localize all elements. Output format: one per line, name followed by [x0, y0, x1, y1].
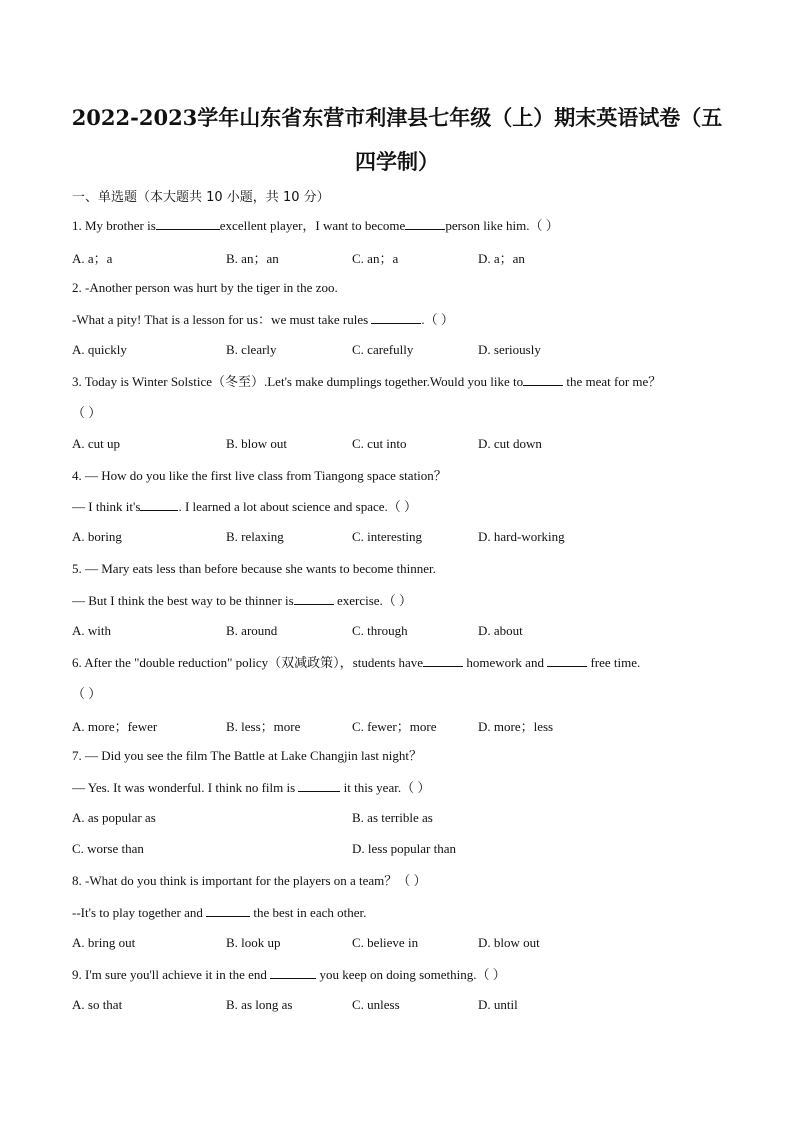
question-3-line	[72, 373, 752, 391]
option-d[interactable]: D. until	[478, 997, 518, 1012]
question-1-line	[72, 217, 752, 235]
option-a[interactable]: A. as popular as	[72, 810, 156, 825]
option-d[interactable]: D. a；an	[478, 251, 525, 266]
question-text: free time.	[587, 655, 641, 670]
question-text: person like him.（ ）	[445, 218, 559, 233]
option-a[interactable]: A. with	[72, 623, 111, 638]
option-b[interactable]: B. an；an	[226, 251, 279, 266]
answer-blank[interactable]	[206, 904, 250, 917]
answer-blank[interactable]	[405, 217, 445, 230]
question-text: 1. My brother is	[72, 218, 156, 233]
option-c[interactable]: C. interesting	[352, 529, 423, 544]
option-c[interactable]: C. through	[352, 623, 408, 638]
question-5-line	[72, 592, 752, 610]
question-4-line	[72, 467, 752, 485]
question-6-line	[72, 685, 752, 703]
option-c[interactable]: C. unless	[352, 997, 400, 1012]
options-row	[72, 342, 752, 360]
question-text: — I think it's	[72, 499, 141, 514]
options-row	[72, 623, 752, 641]
option-b[interactable]: B. look up	[226, 935, 281, 950]
title-line-2: 四学制）	[355, 149, 439, 174]
option-c[interactable]: C. an；a	[352, 251, 399, 266]
option-b[interactable]: B. as long as	[226, 997, 293, 1012]
question-8-line	[72, 904, 752, 922]
options-row	[72, 997, 752, 1015]
question-2-line	[72, 311, 752, 329]
question-7-line	[72, 747, 752, 765]
question-text: homework and	[463, 655, 548, 670]
question-text: the meat for me？	[563, 374, 662, 389]
question-text: .（ ）	[421, 312, 454, 327]
option-a[interactable]: A. more；fewer	[72, 719, 158, 734]
option-a[interactable]: A. so that	[72, 997, 123, 1012]
option-c[interactable]: C. worse than	[72, 841, 144, 856]
question-text: . I learned a lot about science and space.（ ）	[178, 499, 418, 514]
question-text: 6. After the "double reduction" policy（双减政策），students have	[72, 655, 424, 670]
option-d[interactable]: D. more；less	[478, 719, 554, 734]
option-b[interactable]: B. around	[226, 623, 278, 638]
question-text: 8. -What do you think is important for the players on a team？（ ）	[72, 873, 427, 888]
question-2-line	[72, 279, 752, 297]
options-row	[72, 810, 752, 828]
option-a[interactable]: A. quickly	[72, 342, 127, 357]
question-text: — But I think the best way to be thinner is	[72, 593, 294, 608]
question-text: 3. Today is Winter Solstice（冬至）.Let's make dumplings together.Would you like to	[72, 374, 524, 389]
answer-blank[interactable]	[547, 654, 587, 667]
question-text: 9. I'm sure you'll achieve it in the end	[72, 967, 271, 982]
option-a[interactable]: A. a；a	[72, 251, 113, 266]
option-d[interactable]: D. about	[478, 623, 523, 638]
option-d[interactable]: D. hard-working	[478, 529, 565, 544]
question-text: excellent player，I want to become	[219, 218, 406, 233]
question-9-line	[72, 966, 752, 984]
option-c[interactable]: C. believe in	[352, 935, 419, 950]
question-8-line	[72, 872, 752, 890]
question-text: 7. — Did you see the film The Battle at Lake Changjin last night？	[72, 748, 422, 763]
exam-title	[60, 96, 734, 184]
options-row	[72, 436, 752, 454]
option-c[interactable]: C. fewer；more	[352, 719, 437, 734]
answer-blank[interactable]	[270, 966, 316, 979]
option-b[interactable]: B. as terrible as	[352, 810, 433, 825]
question-text: — Yes. It was wonderful. I think no film is	[72, 780, 299, 795]
options-row	[72, 248, 752, 266]
question-6-line	[72, 654, 752, 672]
question-4-line	[72, 498, 752, 516]
options-row	[72, 935, 752, 953]
question-5-line	[72, 560, 752, 578]
question-text: --It's to play together and	[72, 905, 207, 920]
options-row	[72, 529, 752, 547]
answer-blank[interactable]	[140, 498, 178, 511]
option-b[interactable]: B. blow out	[226, 436, 288, 451]
question-text: 2. -Another person was hurt by the tiger in the zoo.	[72, 280, 338, 295]
question-text: exercise.（ ）	[333, 593, 413, 608]
title-line-1: 2022-2023学年山东省东营市利津县七年级（上）期末英语试卷（五	[71, 105, 723, 130]
answer-blank[interactable]	[523, 373, 563, 386]
option-b[interactable]: B. less；more	[226, 719, 301, 734]
answer-blank[interactable]	[156, 217, 220, 230]
option-d[interactable]: D. less popular than	[352, 841, 456, 856]
answer-blank[interactable]	[294, 592, 334, 605]
question-7-line	[72, 779, 752, 797]
options-row	[72, 841, 752, 859]
answer-blank[interactable]	[298, 779, 340, 792]
option-c[interactable]: C. carefully	[352, 342, 414, 357]
option-d[interactable]: D. blow out	[478, 935, 540, 950]
question-text: -What a pity! That is a lesson for us：we must take rules	[72, 312, 372, 327]
answer-blank[interactable]	[371, 311, 421, 324]
option-d[interactable]: D. seriously	[478, 342, 541, 357]
section-heading: 一、单选题（本大题共 10 小题，共 10 分）	[72, 190, 330, 205]
question-text: 5. — Mary eats less than before because she wants to become thinner.	[72, 561, 436, 576]
option-c[interactable]: C. cut into	[352, 436, 407, 451]
options-row	[72, 716, 752, 734]
option-b[interactable]: B. relaxing	[226, 529, 284, 544]
question-text: it this year.（ ）	[340, 780, 431, 795]
question-text: the best in each other.	[250, 905, 367, 920]
question-text: （ ）	[72, 686, 102, 701]
option-a[interactable]: A. boring	[72, 529, 122, 544]
question-3-line	[72, 404, 752, 422]
question-text: （ ）	[72, 405, 102, 420]
option-b[interactable]: B. clearly	[226, 342, 277, 357]
question-text: 4. — How do you like the first live class from Tiangong space station？	[72, 468, 447, 483]
option-a[interactable]: A. cut up	[72, 436, 121, 451]
question-text: you keep on doing something.（ ）	[316, 967, 506, 982]
option-a[interactable]: A. bring out	[72, 935, 136, 950]
answer-blank[interactable]	[423, 654, 463, 667]
option-d[interactable]: D. cut down	[478, 436, 542, 451]
